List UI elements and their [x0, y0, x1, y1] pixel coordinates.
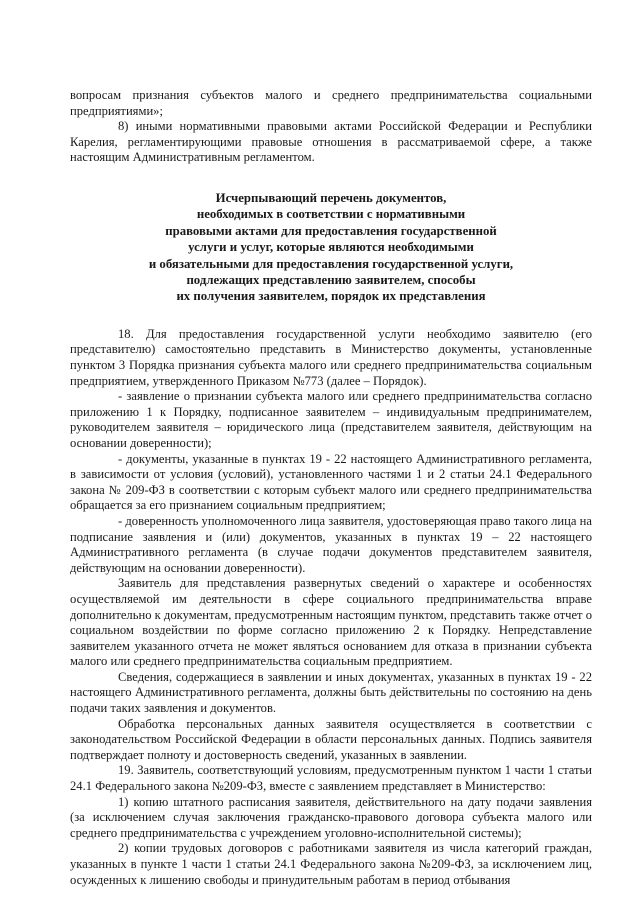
paragraph-list-item-8: 8) иными нормативными правовыми актами Российской Федерации и Республики Карелия, регламентирующими правовые отношения в рассматриваемой сфере, а также настоящим Административным регламентом.	[70, 119, 592, 165]
paragraph-18: 18. Для предоставления государственной услуги необходимо заявителю (его представителю) самостоятельно представить в Министерство документы, установленные пунктом 3 Порядка признания субъекта малого или среднего предпринимательства социальным предприятием, утвержденного Приказом №773 (далее – Порядок).	[70, 326, 592, 388]
paragraph-personal-data: Обработка персональных данных заявителя осуществляется в соответствии с законодательством Российской Федерации в области персональных данных. Подпись заявителя подтверждает полноту и достоверность сведений, указанных в заявлении.	[70, 716, 592, 762]
heading-line: услуги и услуг, которые являются необходимыми	[188, 240, 474, 255]
paragraph-19-item-2: 2) копии трудовых договоров с работниками заявителя из числа категорий граждан, указанных в пункте 1 части 1 статьи 24.1 Федерального закона №209-ФЗ, за исключением лиц, осужденных к лишению свободы и принудительным работам в период отбывания	[70, 841, 592, 887]
paragraph-list-item-7-end: вопросам признания субъектов малого и среднего предпринимательства социальными предприятиями»;	[70, 88, 592, 118]
paragraph-social-impact-report: Заявитель для представления развернутых сведений о характере и особенностях осуществляемой им деятельности в сфере социального предпринимательства вправе дополнительно к документам, предусмотренным настоящим пунктом, представить также отчет о социальном воздействии по форме согласно приложению 2 к Порядку. Непредставление заявителем указанного отчета не может являться основанием для отказа в признании субъекта малого или среднего предпринимательства социальным предприятием.	[70, 576, 592, 669]
heading-line: их получения заявителем, порядок их представления	[176, 289, 486, 304]
paragraph-19-item-1: 1) копию штатного расписания заявителя, действительного на дату подачи заявления (за исключением случая заключения гражданско-правового договора субъекта малого или среднего предпринимательства с учреждением уголовно-исполнительной системы);	[70, 794, 592, 840]
heading-line: правовыми актами для предоставления государственной	[165, 223, 497, 238]
paragraph-19: 19. Заявитель, соответствующий условиям, предусмотренным пунктом 1 части 1 статьи 24.1 Федерального закона №209-ФЗ, вместе с заявлением представляет в Министерство:	[70, 763, 592, 794]
paragraph-application: - заявление о признании субъекта малого или среднего предпринимательства согласно приложению 1 к Порядку, подписанное заявителем – индивидуальным предпринимателем, руководителем заявителя – юридического лица (представителем заявителя, действующим на основании доверенности);	[70, 389, 592, 450]
paragraph-documents: - документы, указанные в пунктах 19 - 22 настоящего Административного регламента, в зависимости от условия (условий), установленного частями 1 и 2 статьи 24.1 Федерального закона № 209-ФЗ в соответствии с которым субъект малого или среднего предпринимательства обращается за его признанием социальным предприятием;	[70, 451, 592, 513]
heading-line: Исчерпывающий перечень документов,	[215, 190, 447, 205]
paragraph-validity: Сведения, содержащиеся в заявлении и иных документах, указанных в пунктах 19 - 22 настоящего Административного регламента, должны быть действительны по состоянию на день подачи таких заявления и документов.	[70, 669, 592, 716]
heading-line: необходимых в соответствии с нормативными	[196, 207, 466, 222]
heading-line: подлежащих представлению заявителем, способы	[186, 273, 476, 287]
paragraph-power-of-attorney: - доверенность уполномоченного лица заявителя, удостоверяющая право такого лица на подписание заявления и (или) документов, указанных в пунктах 19 – 22 настоящего Административного регламента (в случае подачи документов представителем заявителя, действующим на основании доверенности).	[70, 513, 592, 575]
section-heading	[70, 190, 592, 305]
heading-line: и обязательными для предоставления государственной услуги,	[148, 256, 514, 271]
